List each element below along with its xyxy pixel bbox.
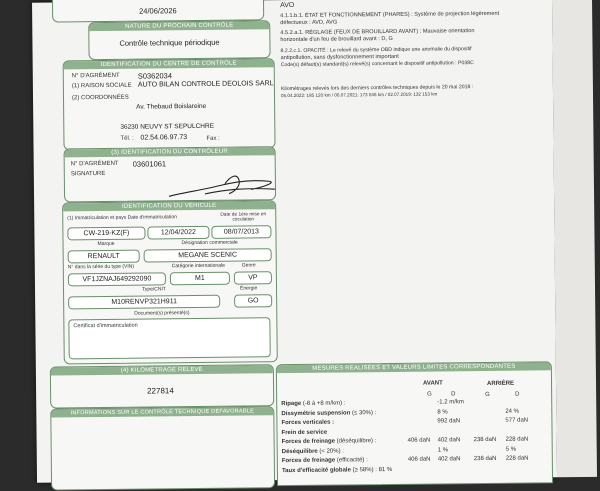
mesure-row-name: Dissymétrie suspension — [281, 409, 351, 417]
immat-field: CW-219-KZ(F) — [67, 227, 145, 241]
date-immat-field: 12/04/2022 — [147, 226, 209, 240]
controleur-signature-label: SIGNATURE — [70, 170, 106, 178]
centre-agrement: S0362034 — [137, 71, 173, 81]
date-box — [52, 0, 264, 23]
km-box — [50, 364, 274, 408]
centre-coord-label: (2) COORDONNÉES — [71, 94, 129, 102]
mesure-row-value: 8 % — [437, 408, 448, 416]
mesure-row-value: 1 % — [437, 446, 449, 453]
vin-field: VF1JZNAJ649292090 — [68, 272, 166, 286]
doc-label: Document(s) présenté(s) — [134, 310, 190, 317]
vehicule-box — [62, 200, 278, 364]
premiere-label: Date de 1ère mise en circulation — [220, 212, 267, 223]
defect-line-2b: horizontale d'un feu de brouillard avant : D, G — [280, 35, 393, 44]
type-field: M10RENVP321H911 — [68, 295, 220, 310]
defect-line-0: AVO — [280, 1, 295, 10]
mesure-row-label — [282, 448, 344, 455]
mesure-row-value: -1.2 m/km — [437, 399, 464, 406]
doc-field — [68, 317, 270, 359]
mesure-row-label — [282, 466, 392, 473]
avant-d: D — [451, 391, 456, 398]
arriere-g: G — [485, 391, 490, 398]
vin-label: N° dans la série du type (VIN) — [67, 263, 135, 271]
mesure-row-value: 577 daN — [505, 417, 529, 424]
mesure-row-name: Forces verticales : — [281, 419, 335, 427]
defect-line-3: 8.2.2.c.1. OPACITÉ : Le relevé du système OBD indique une anomalie du dispositif — [280, 46, 472, 55]
centre-agrement-label: N° D'AGRÉMENT — [71, 72, 120, 80]
km-value: 227814 — [147, 386, 174, 396]
centre-header: IDENTIFICATION DU CENTRE DE CONTRÔLE — [64, 59, 274, 69]
designation-label: Désignation commerciale — [181, 239, 238, 247]
mesure-row-name: Taux d'efficacité globale — [281, 466, 351, 474]
centre-address: Av. Thebaud Boislareine — [136, 102, 207, 111]
energie-label: Énergie — [239, 285, 258, 292]
avant-g: G — [427, 391, 432, 398]
mesure-row-label — [281, 420, 334, 427]
centre-raison-label: (1) RAISON SOCIALE — [71, 82, 132, 90]
mesure-row-limit: (≤ 30%) : — [350, 409, 377, 416]
mesure-row-label — [281, 400, 345, 407]
categorie-field: M1 — [170, 272, 230, 286]
categorie-label: Catégorie internationale — [171, 262, 225, 270]
nature-value: Contrôle technique périodique — [119, 37, 220, 48]
mesure-row-label — [282, 438, 377, 445]
centre-box — [63, 58, 276, 150]
mesure-row-value: 228 daN — [505, 436, 529, 443]
mesure-row-name: Forces de freinage — [281, 438, 336, 446]
cert-label: Certificat d'immatriculation — [73, 322, 138, 330]
km-history-values: 05.04.2022: 185 120 km / 06.07.2021: 173 046 km / 02.07.2019: 132 153 km — [280, 91, 438, 99]
mesure-row-value: 24 % — [505, 408, 520, 415]
premiere-field: 08/07/2013 — [211, 225, 271, 239]
controleur-box — [64, 146, 277, 202]
nature-box — [88, 20, 270, 60]
mesure-row-value: 238 daN — [473, 455, 497, 463]
mesure-row-value: 992 daN — [437, 418, 461, 425]
signature-scribble — [165, 165, 276, 202]
vehicule-header: IDENTIFICATION DU VÉHICULE — [63, 201, 275, 211]
mesure-row-limit: (efficacité) : — [335, 457, 368, 464]
marque-label: Marque — [97, 240, 115, 248]
energie-field: GO — [234, 294, 272, 307]
type-label: Type/CNIT — [141, 286, 166, 293]
mesure-row-value: 238 daN — [473, 436, 497, 444]
infos-header: INFORMATIONS SUR LE CONTRÔLE TECHNIQUE DÉFAVORABLE — [51, 407, 273, 417]
next-control-date: 24/06/2026 — [139, 6, 177, 16]
genre-label: Genre — [241, 262, 256, 269]
mesure-row-value: 5 % — [505, 446, 517, 453]
centre-fax-label: Fax : — [206, 135, 220, 142]
defect-line-3c: Code(s) défaut(s) standard(s) relevé(s) concernant le dispositif antipollution : P038C — [280, 60, 474, 69]
km-history-title: Kilométrages relevés lors des derniers contrôles techniques depuis le 20 mai 2018 : — [280, 84, 474, 93]
centre-city: 36230 NEUVY ST SEPULCHRE — [120, 122, 215, 131]
avant-label: AVANT — [422, 380, 443, 387]
mesures-header: MESURES RÉALISÉES ET VALEURS LIMITES CORRESPONDANTES — [277, 362, 551, 373]
mesure-row-name: Déséquilibre — [281, 448, 318, 455]
centre-tel-label: Tél. : — [120, 135, 134, 142]
km-header: (4) KILOMÉTRAGE RELEVÉ — [51, 365, 273, 375]
centre-raison: AUTO BILAN CONTROLE DEOLOIS SARL — [137, 80, 274, 89]
marque-field: RENAULT — [68, 250, 140, 264]
mesures-box — [276, 361, 553, 486]
controleur-agrement: 03601061 — [132, 159, 167, 169]
mesure-row-value: 406 daN — [407, 437, 431, 444]
arriere-d: D — [515, 391, 520, 398]
defect-line-3b: antipollution, sans dysfonctionnement important — [280, 53, 399, 62]
controleur-header: (3) IDENTIFICATION DU CONTRÔLEUR — [65, 147, 275, 157]
centre-tel: 02.54.06.97.73 — [140, 134, 188, 142]
mesure-row-name: Forces de freinage — [281, 457, 336, 465]
mesure-row-limit: (déséquilibre) : — [334, 438, 377, 445]
mesure-row-label — [282, 457, 368, 464]
mesure-row-limit: (-8 à +8 m/km) : — [301, 400, 346, 407]
mesure-row-value: 402 daN — [437, 437, 461, 444]
mesure-row-value: 402 daN — [437, 456, 461, 463]
mesure-row-limit: (≥ 58%) : 81 % — [350, 466, 393, 473]
mesure-row-label — [281, 429, 327, 435]
mesure-row-label — [281, 410, 376, 417]
infos-box — [50, 406, 275, 490]
defect-line-1: 4.1.1.b.1. ÉTAT ET FONCTIONNEMENT (PHARES) : Système de projection légèrement — [280, 10, 500, 20]
mesure-row-name: Ripage — [281, 400, 302, 408]
mesure-row-limit: (< 20%) : — [317, 447, 344, 455]
controleur-agrement-label: N° D'AGRÉMENT — [70, 160, 119, 168]
mesure-row-name: Frein de service — [281, 429, 328, 436]
designation-field: MEGANE SCENIC — [144, 248, 272, 262]
immat-label: (1) Immatriculation et pays Date d'immatriculation — [67, 214, 177, 222]
genre-field: VP — [234, 271, 272, 284]
nature-header: NATURE DU PROCHAIN CONTRÔLE — [89, 21, 269, 31]
mesure-row-value: 406 daN — [407, 456, 431, 463]
defect-line-1b: défectueux : AVD, AVG — [280, 19, 338, 27]
mesures-rows — [277, 398, 551, 474]
mesure-row-value: 228 daN — [505, 455, 529, 462]
defect-line-2: 4.5.2.a.1. RÉGLAGE (FEUX DE BROUILLARD AVANT) : Mauvaise orientation — [280, 28, 475, 37]
document-sheet — [32, 0, 557, 483]
arriere-label: ARRIÈRE — [487, 380, 515, 387]
